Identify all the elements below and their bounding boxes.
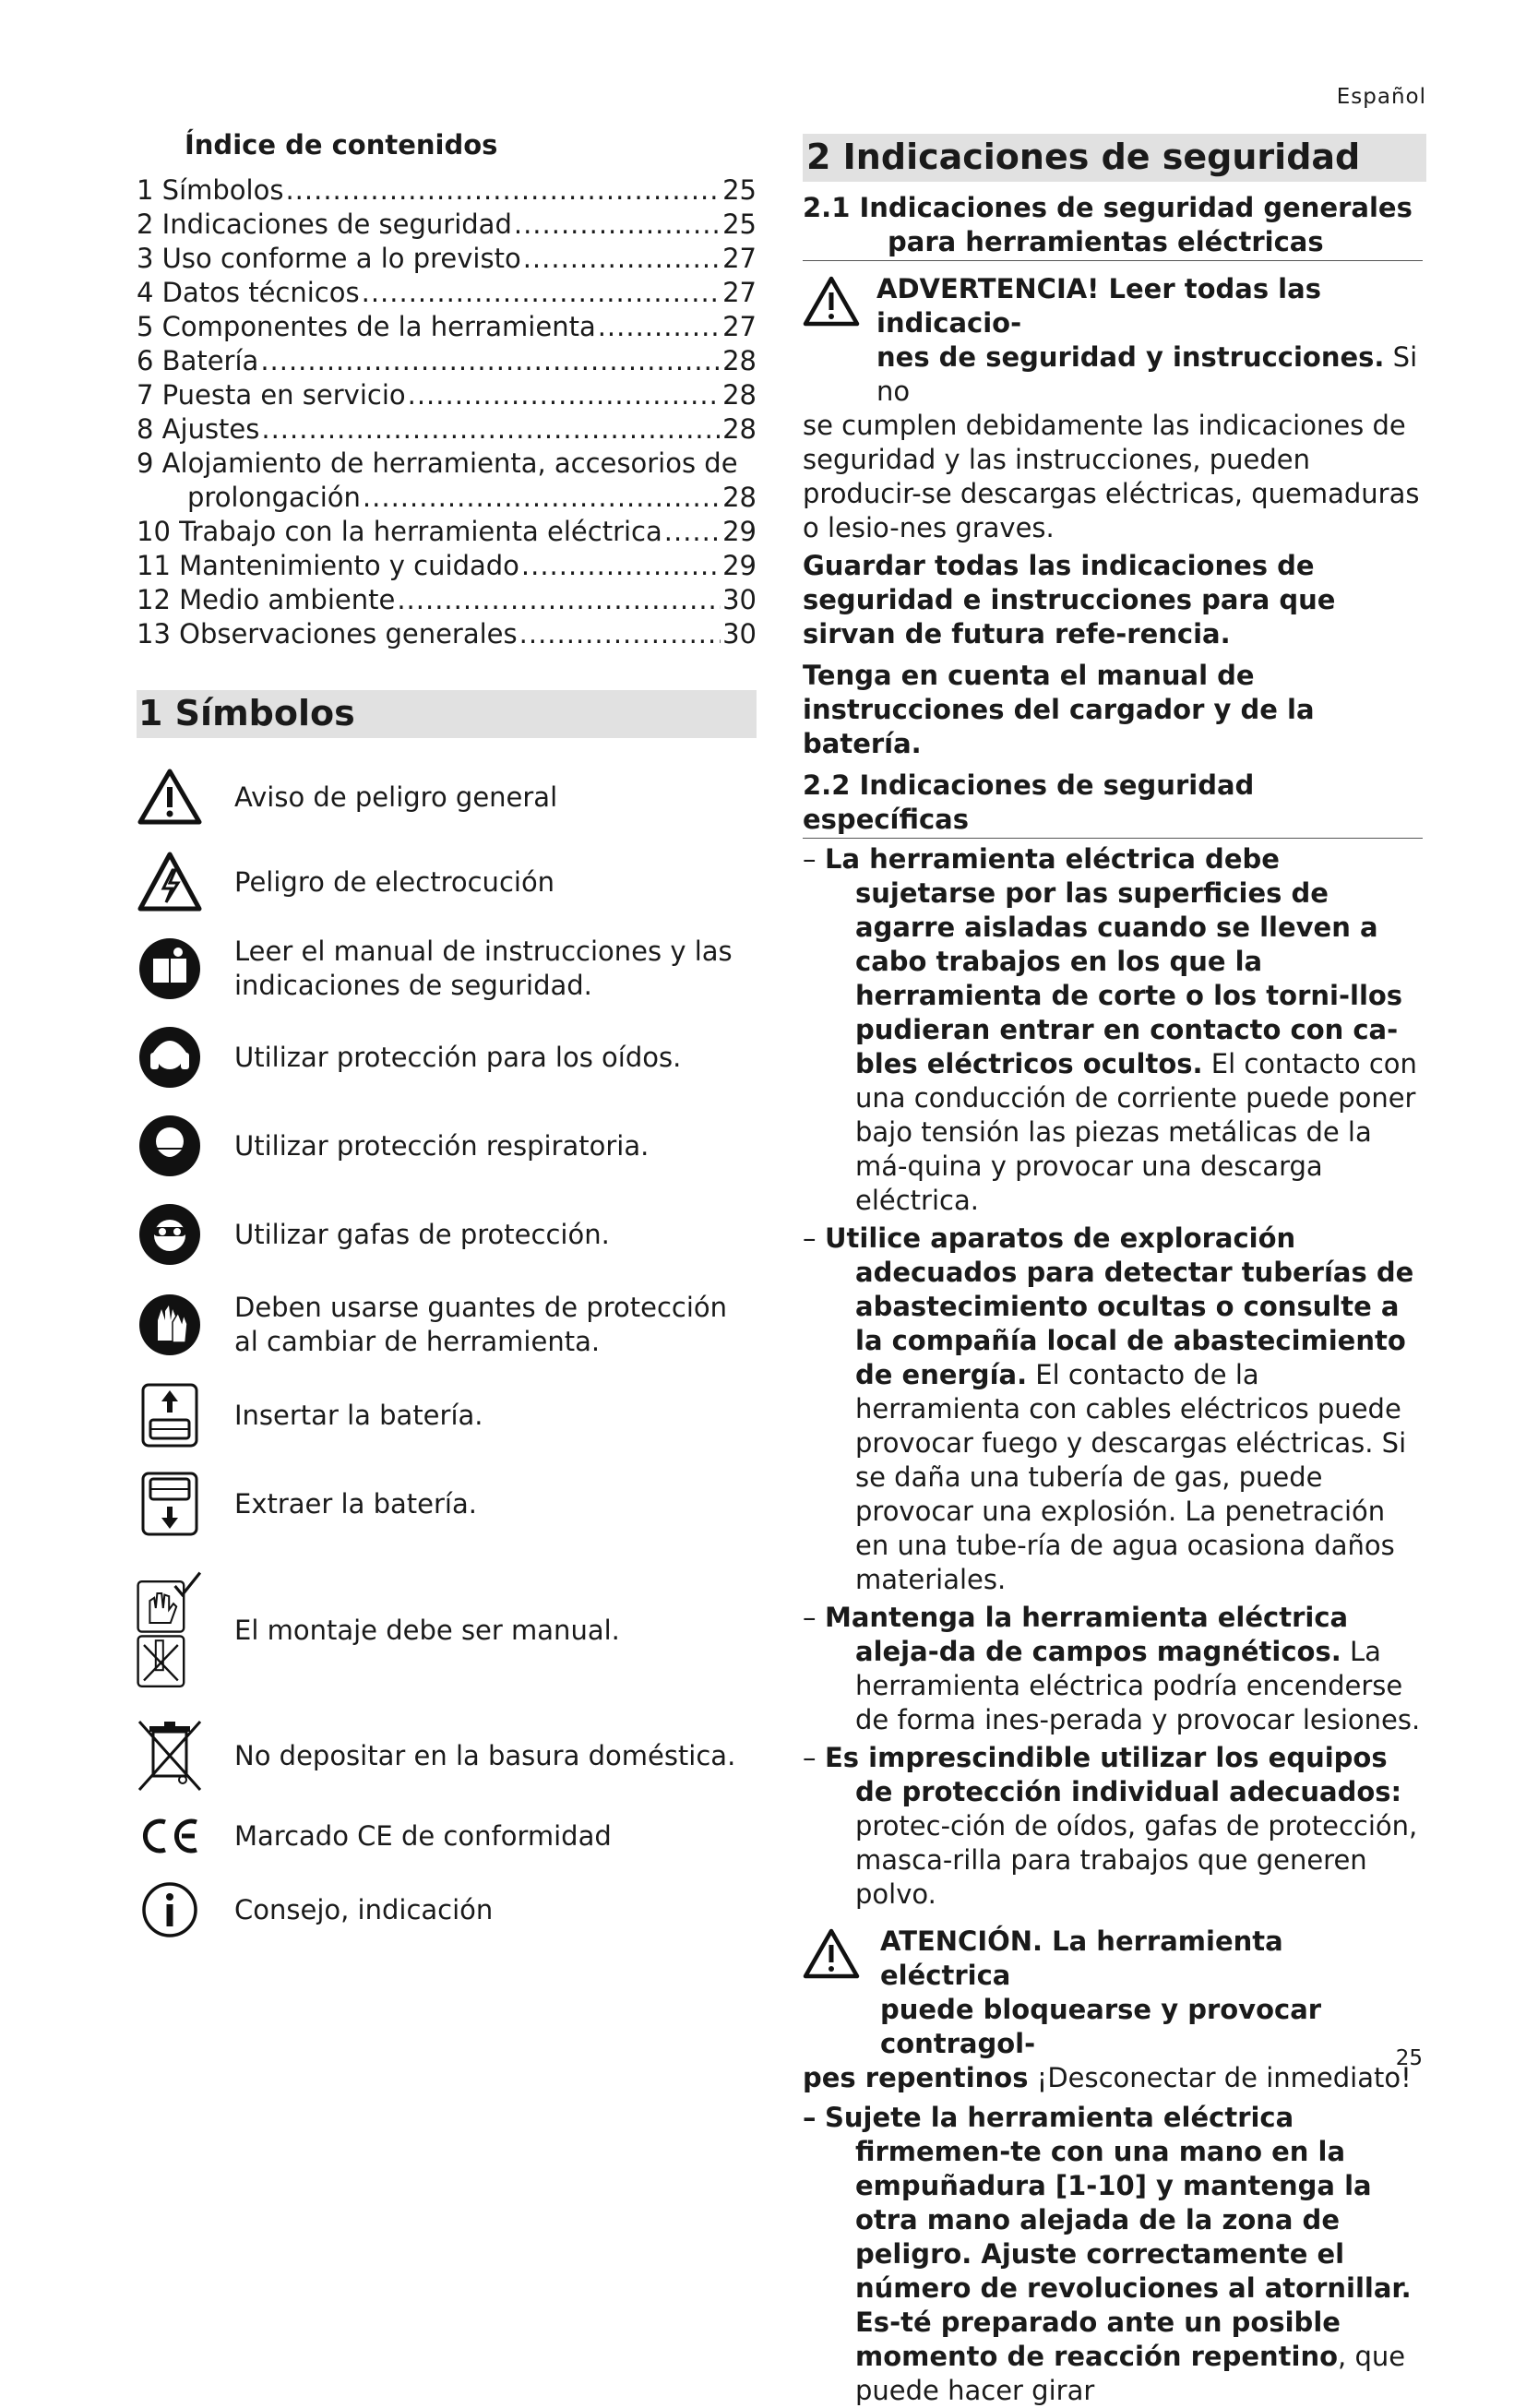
toc-entry-title: 5 Componentes de la herramienta	[137, 311, 596, 342]
page-number: 25	[1395, 2046, 1423, 2070]
table-of-contents	[137, 173, 757, 651]
toc-entry	[137, 447, 757, 481]
toc-entry	[137, 515, 757, 549]
warning-triangle-icon	[803, 1928, 860, 1980]
toc-entry	[137, 412, 757, 447]
warning-text-part: se cumplen debidamente las indicaciones de seguridad y las instrucciones, pueden producir-se descargas eléctricas, quemaduras o lesio-nes graves.	[803, 410, 1420, 543]
symbol-row-manual	[137, 924, 757, 1013]
warning-text-part: Si no	[876, 341, 1418, 407]
toc-entry-page: 29	[722, 550, 757, 581]
toc-leader-dots	[598, 310, 721, 344]
toc-leader-dots	[362, 276, 721, 310]
toc-entry	[137, 378, 757, 412]
toc-entry-title: 1 Símbolos	[137, 174, 284, 206]
symbol-text: Leer el manual de instrucciones y las indicaciones de seguridad.	[234, 936, 733, 1001]
symbol-text: El montaje debe ser manual.	[234, 1614, 620, 1646]
battery-remove-icon	[137, 1471, 203, 1537]
warning-bold: ADVERTENCIA! Leer todas las indicacio-	[876, 273, 1321, 339]
toc-entry-title: 3 Uso conforme a lo previsto	[137, 243, 521, 274]
symbol-row-ear	[137, 1013, 757, 1102]
symbol-row-ce	[137, 1799, 757, 1873]
toc-entry	[137, 549, 757, 583]
toc-entry-title: 8 Ajustes	[137, 413, 260, 445]
symbol-row-waste	[137, 1712, 757, 1799]
bullet-text: protec-ción de oídos, gafas de protección, masca-rilla para trabajos que generen polvo.	[855, 1810, 1418, 1910]
charger-note: Tenga en cuenta el manual de instrucciones del cargador y de la batería.	[803, 660, 1315, 759]
symbol-row-general-warning	[137, 755, 757, 840]
toc-entry-title: 6 Batería	[137, 345, 259, 376]
language-label: Español	[1336, 85, 1426, 109]
toc-entry-page: 30	[722, 584, 757, 615]
respiratory-protection-icon	[137, 1113, 203, 1179]
warning-bold: nes de seguridad y instrucciones.	[876, 341, 1385, 373]
toc-leader-dots	[519, 617, 721, 651]
symbol-row-electric	[137, 840, 757, 924]
symbol-row-manual-assembly	[137, 1548, 757, 1712]
symbol-row-info	[137, 1873, 757, 1947]
toc-entry-title: 7 Puesta en servicio	[137, 379, 406, 411]
toc-entry-title: 9 Alojamiento de herramienta, accesorios de	[137, 447, 738, 479]
specific-safety-subheading: 2.2 Indicaciones de seguridad específicas	[803, 769, 1423, 839]
toc-entry	[137, 276, 757, 310]
toc-entry-page: 27	[722, 277, 757, 308]
bullet-item: – Sujete la herramienta eléctrica firmemen-te con una mano en la empuñadura [1-10] y mantenga la otra mano alejada de la zona de peligro. Ajuste correctamente el número de revoluciones al atornillar. Es-té preparado ante un posible momento de reacción repentino, que puede hacer girar	[803, 2102, 1412, 2406]
toc-entry	[137, 344, 757, 378]
keep-instructions-note: Guardar todas las indicaciones de seguridad e instrucciones para que sirvan de futura refe-rencia.	[803, 550, 1336, 650]
toc-entry-page: 28	[722, 345, 757, 376]
symbol-text: Peligro de electrocución	[234, 865, 555, 898]
caution-bold: puede bloquearse y provocar contragol-	[880, 1994, 1322, 2059]
caution-bold: pes repentinos	[803, 2062, 1029, 2093]
subheading-line: 2.1 Indicaciones de seguridad generales	[803, 192, 1413, 223]
symbol-row-gloves	[137, 1279, 757, 1371]
toc-entry-page: 28	[722, 379, 757, 411]
toc-entry-title: 12 Medio ambiente	[137, 584, 396, 615]
symbol-text: Insertar la batería.	[234, 1399, 483, 1431]
toc-leader-dots	[285, 173, 721, 208]
toc-entry	[137, 481, 757, 515]
toc-entry-title: 10 Trabajo con la herramienta eléctrica	[137, 516, 662, 547]
toc-leader-dots	[261, 412, 721, 447]
symbol-text: Consejo, indicación	[234, 1893, 494, 1925]
no-household-waste-icon	[137, 1723, 203, 1789]
bullet-item: – Utilice aparatos de exploración adecuados para detectar tuberías de abastecimiento ocultas o consulte a la compañía local de abastecimiento de energía. El contacto de la herramienta con cables eléctricos puede provocar fuego y descargas eléctricas. Si se daña una tubería de gas, puede provocar una explosión. La penetración en una tube-ría de agua ocasiona daños materiales.	[803, 1222, 1414, 1595]
bullet-bold: Mantenga la herramienta eléctrica aleja-da de campos magnéticos.	[825, 1602, 1349, 1667]
warning-block	[803, 272, 1423, 545]
ear-protection-icon	[137, 1024, 203, 1091]
toc-entry	[137, 242, 757, 276]
bullet-item: – La herramienta eléctrica debe sujetarse por las superficies de agarre aisladas cuando se lleven a cabo trabajos en los que la herramienta de corte o los torni-llos pudieran entrar en contacto con ca-bles eléctricos ocultos. El contacto con una conducción de corriente puede poner bajo tensión las piezas metálicas de la má-quina y provocar una descarga eléctrica.	[803, 843, 1417, 1216]
manual-assembly-icon	[137, 1556, 203, 1704]
symbol-text: Marcado CE de conformidad	[234, 1819, 612, 1852]
toc-leader-dots	[514, 208, 721, 242]
caution-bold: ATENCIÓN. La herramienta eléctrica	[880, 1925, 1283, 1991]
warning-text	[803, 272, 1423, 545]
right-column	[803, 134, 1423, 2408]
safety-goggles-icon	[137, 1201, 203, 1268]
warning-triangle-icon	[803, 276, 860, 328]
caution-block	[803, 1925, 1423, 2095]
toc-leader-dots	[260, 344, 721, 378]
warning-triangle-icon	[137, 764, 203, 830]
toc-leader-dots	[363, 481, 721, 515]
symbol-row-respiratory	[137, 1102, 757, 1190]
bullet-text: El contacto con una conducción de corriente puede poner bajo tensión las piezas metálicas de la má-quina y provocar una descarga eléctrica.	[855, 1048, 1417, 1216]
toc-entry-title: prolongación	[187, 482, 361, 513]
toc-entry	[137, 583, 757, 617]
toc-entry-page: 27	[722, 243, 757, 274]
toc-leader-dots	[521, 549, 721, 583]
bullet-item: – Mantenga la herramienta eléctrica aleja-da de campos magnéticos. La herramienta eléctrica podría encenderse de forma ines-perada y provocar lesiones.	[803, 1602, 1421, 1735]
left-column	[137, 129, 757, 1947]
symbol-text: Utilizar gafas de protección.	[234, 1218, 610, 1250]
symbol-text: Aviso de peligro general	[234, 781, 558, 813]
bullet-bold: Utilice aparatos de exploración adecuados para detectar tuberías de abastecimiento ocultas o consulte a la compañía local de abastecimiento de energía.	[825, 1222, 1414, 1390]
bullet-text: La herramienta eléctrica podría encenderse de forma ines-perada y provocar lesiones.	[855, 1636, 1421, 1735]
bullet-bold: Es imprescindible utilizar los equipos de protección individual adecuados:	[825, 1742, 1402, 1807]
bullet-text: , que puede hacer girar	[855, 2341, 1406, 2406]
subheading-line: para herramientas eléctricas	[888, 226, 1324, 257]
symbol-text: Extraer la batería.	[234, 1487, 477, 1520]
toc-entry	[137, 617, 757, 651]
toc-entry-title: 4 Datos técnicos	[137, 277, 360, 308]
toc-leader-dots	[397, 583, 721, 617]
symbol-row-battery-insert	[137, 1371, 757, 1460]
toc-leader-dots	[408, 378, 721, 412]
toc-entry-page: 30	[722, 618, 757, 650]
symbol-text: Deben usarse guantes de protección al cambiar de herramienta.	[234, 1292, 728, 1357]
safety-heading: 2 Indicaciones de seguridad	[803, 134, 1426, 182]
toc-entry-title: 2 Indicaciones de seguridad	[137, 209, 512, 240]
bullet-item: – Es imprescindible utilizar los equipos de protección individual adecuados: protec-ción de oídos, gafas de protección, masca-rilla para trabajos que generen polvo.	[803, 1742, 1418, 1910]
toc-entry-page: 25	[722, 209, 757, 240]
bullet-text: El contacto de la herramienta con cables eléctricos puede provocar fuego y descargas eléctricas. Si se daña una tubería de gas, puede provocar una explosión. La penetración en una tube-ría de agua ocasiona daños materiales.	[855, 1359, 1407, 1595]
symbols-heading: 1 Símbolos	[137, 690, 757, 738]
general-safety-subheading	[803, 191, 1423, 261]
gloves-icon	[137, 1292, 203, 1358]
symbol-row-goggles	[137, 1190, 757, 1279]
info-icon	[137, 1877, 203, 1943]
toc-entry-title: 11 Mantenimiento y cuidado	[137, 550, 519, 581]
read-manual-icon	[137, 936, 203, 1002]
toc-entry	[137, 310, 757, 344]
ce-mark-icon	[137, 1803, 203, 1869]
toc-entry-page: 28	[722, 413, 757, 445]
toc-leader-dots	[664, 515, 721, 549]
toc-entry-title: 13 Observaciones generales	[137, 618, 518, 650]
battery-insert-icon	[137, 1382, 203, 1448]
toc-entry-page: 28	[722, 482, 757, 513]
electric-hazard-icon	[137, 849, 203, 915]
symbol-row-battery-remove	[137, 1460, 757, 1548]
bullet-bold: Sujete la herramienta eléctrica firmemen-te con una mano en la empuñadura [1-10] y mantenga la otra mano alejada de la zona de peligro. Ajuste correctamente el número de revoluciones al atornillar. Es-té preparado ante un posible momento de reacción repentino	[825, 2102, 1412, 2372]
symbol-text: Utilizar protección para los oídos.	[234, 1041, 682, 1073]
toc-entry-page: 29	[722, 516, 757, 547]
symbol-text: Utilizar protección respiratoria.	[234, 1129, 650, 1162]
caution-text	[803, 1925, 1423, 2095]
toc-leader-dots	[523, 242, 721, 276]
toc-entry	[137, 173, 757, 208]
symbols-list	[137, 755, 757, 1947]
toc-title: Índice de contenidos	[185, 129, 498, 161]
toc-entry	[137, 208, 757, 242]
symbol-text: No depositar en la basura doméstica.	[234, 1739, 736, 1771]
toc-entry-page: 27	[722, 311, 757, 342]
toc-entry-page: 25	[722, 174, 757, 206]
bullet-bold: La herramienta eléctrica debe sujetarse por las superficies de agarre aisladas cuando se lleven a cabo trabajos en los que la herramienta de corte o los torni-llos pudieran entrar en contacto con ca-bles eléctricos ocultos.	[825, 843, 1403, 1079]
caution-text-part: ¡Desconectar de inmediato!	[1028, 2062, 1412, 2093]
